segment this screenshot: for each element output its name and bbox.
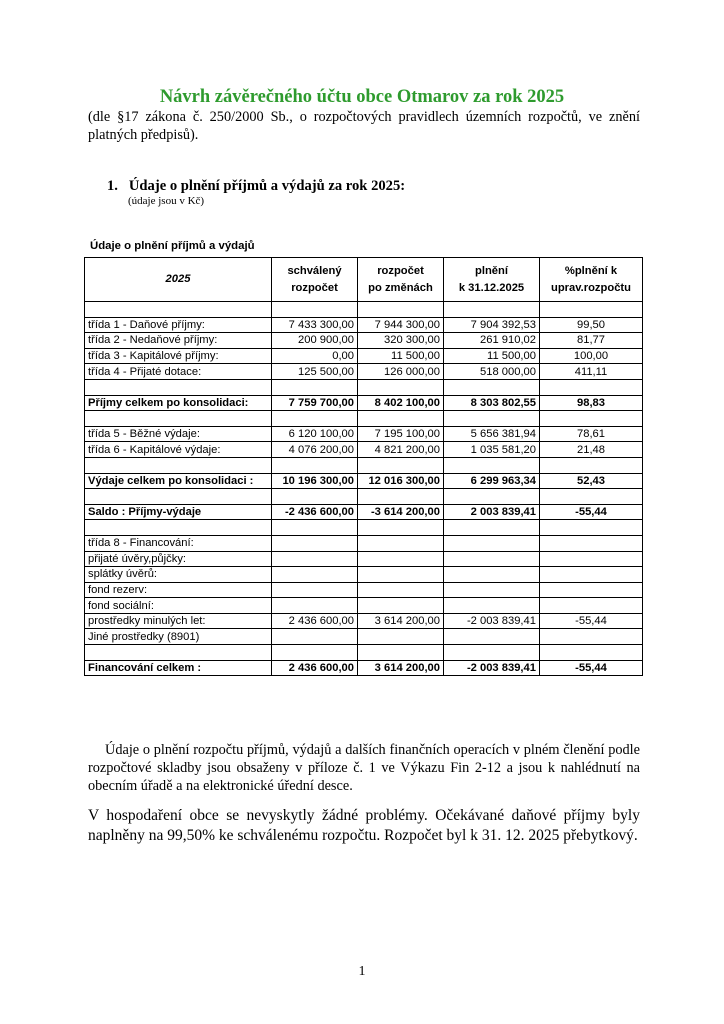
approved-budget-cell: 200 900,00 [272,333,358,349]
adjusted-budget-cell: 320 300,00 [358,333,444,349]
percent-cell [540,457,643,473]
adjusted-budget-cell [358,629,444,645]
percent-cell [540,535,643,551]
table-row [85,520,643,536]
fulfillment-cell [444,520,540,536]
percent-cell [540,379,643,395]
adjusted-budget-cell: 126 000,00 [358,364,444,380]
percent-cell [540,582,643,598]
adjusted-budget-cell: 7 944 300,00 [358,317,444,333]
fulfillment-cell: 11 500,00 [444,348,540,364]
percent-cell: 100,00 [540,348,643,364]
table-row [85,629,643,645]
percent-cell [540,567,643,583]
approved-budget-cell: 7 759 700,00 [272,395,358,411]
approved-budget-cell: 2 436 600,00 [272,613,358,629]
adjusted-budget-cell [358,489,444,505]
approved-budget-cell [272,551,358,567]
row-label: Saldo : Příjmy-výdaje [85,504,272,520]
budget-table [84,257,643,676]
fulfillment-cell [444,535,540,551]
table-row [85,411,643,427]
section-subheading: (údaje jsou v Kč) [128,195,205,207]
paragraph-details: Údaje o plnění rozpočtu příjmů, výdajů a dalších finančních operacích v plném členění podle rozpočtové skladby jsou obsaženy v příloze č. 1 ve Výkazu Fin 2-12 a jsou k nahlédnutí na obecním úřadě a na elektronické úřední desce. [88,742,640,794]
table-row [85,442,643,458]
fulfillment-cell [444,645,540,661]
adjusted-budget-cell [358,551,444,567]
fulfillment-cell [444,411,540,427]
fulfillment-cell: -2 003 839,41 [444,613,540,629]
table-row [85,457,643,473]
row-label: Příjmy celkem po konsolidaci: [85,395,272,411]
table-row [85,426,643,442]
percent-cell: -55,44 [540,613,643,629]
adjusted-budget-cell: 3 614 200,00 [358,613,444,629]
row-label: Jiné prostředky (8901) [85,629,272,645]
header-percent: %plnění k uprav.rozpočtu [540,258,643,302]
row-label: Výdaje celkem po konsolidaci : [85,473,272,489]
row-label: třída 8 - Financování: [85,535,272,551]
percent-cell: 78,61 [540,426,643,442]
approved-budget-cell: 0,00 [272,348,358,364]
table-row [85,613,643,629]
adjusted-budget-cell: 8 402 100,00 [358,395,444,411]
approved-budget-cell [272,520,358,536]
row-label [85,457,272,473]
fulfillment-cell: -2 003 839,41 [444,660,540,676]
adjusted-budget-cell [358,535,444,551]
row-label: třída 3 - Kapitálové příjmy: [85,348,272,364]
table-row [85,379,643,395]
table-row [85,567,643,583]
table-row [85,645,643,661]
fulfillment-cell [444,379,540,395]
page-number: 1 [358,964,366,979]
adjusted-budget-cell [358,302,444,318]
fulfillment-cell: 518 000,00 [444,364,540,380]
table-row [85,489,643,505]
fulfillment-cell: 1 035 581,20 [444,442,540,458]
table-row [85,582,643,598]
approved-budget-cell [272,457,358,473]
row-label: přijaté úvěry,půjčky: [85,551,272,567]
row-label [85,302,272,318]
adjusted-budget-cell [358,411,444,427]
fulfillment-cell: 8 303 802,55 [444,395,540,411]
row-label [85,379,272,395]
table-row [85,535,643,551]
approved-budget-cell: -2 436 600,00 [272,504,358,520]
document-title: Návrh závěrečného účtu obce Otmarov za rok 2025 [159,87,565,107]
percent-cell: 81,77 [540,333,643,349]
fulfillment-cell [444,551,540,567]
row-label [85,411,272,427]
adjusted-budget-cell: 7 195 100,00 [358,426,444,442]
percent-cell: 21,48 [540,442,643,458]
header-adjusted-budget: rozpočet po změnách [358,258,444,302]
row-label [85,489,272,505]
table-body [85,302,643,676]
adjusted-budget-cell: 11 500,00 [358,348,444,364]
adjusted-budget-cell: 12 016 300,00 [358,473,444,489]
percent-cell [540,629,643,645]
row-label [85,520,272,536]
fulfillment-cell: 6 299 963,34 [444,473,540,489]
row-label [85,645,272,661]
row-label: třída 2 - Nedaňové příjmy: [85,333,272,349]
percent-cell: 52,43 [540,473,643,489]
adjusted-budget-cell: 4 821 200,00 [358,442,444,458]
percent-cell [540,598,643,614]
section-heading: 1. Údaje o plnění příjmů a výdajů za rok 2025: [107,178,406,194]
percent-cell [540,302,643,318]
percent-cell: -55,44 [540,504,643,520]
percent-cell [540,489,643,505]
paragraph-summary: V hospodaření obce se nevyskytly žádné problémy. Očekávané daňové příjmy byly naplněny na 99,50% ke schválenému rozpočtu. Rozpočet byl k 31. 12. 2025 přebytkový. [88,807,640,844]
intro-text: (dle §17 zákona č. 250/2000 Sb., o rozpočtových pravidlech územních rozpočtů, ve znění platných předpisů). [88,109,640,143]
row-label: fond sociální: [85,598,272,614]
fulfillment-cell [444,567,540,583]
percent-cell: -55,44 [540,660,643,676]
row-label: fond rezerv: [85,582,272,598]
table-row [85,551,643,567]
approved-budget-cell: 125 500,00 [272,364,358,380]
adjusted-budget-cell [358,379,444,395]
table-row [85,317,643,333]
adjusted-budget-cell: 3 614 200,00 [358,660,444,676]
percent-cell: 99,50 [540,317,643,333]
approved-budget-cell [272,411,358,427]
approved-budget-cell [272,489,358,505]
table-row [85,333,643,349]
percent-cell [540,645,643,661]
row-label: třída 4 - Přijaté dotace: [85,364,272,380]
percent-cell [540,520,643,536]
approved-budget-cell: 10 196 300,00 [272,473,358,489]
table-row [85,395,643,411]
approved-budget-cell [272,379,358,395]
row-label: třída 1 - Daňové příjmy: [85,317,272,333]
fulfillment-cell [444,489,540,505]
approved-budget-cell [272,302,358,318]
adjusted-budget-cell [358,520,444,536]
approved-budget-cell: 7 433 300,00 [272,317,358,333]
table-row [85,473,643,489]
table-row [85,364,643,380]
approved-budget-cell [272,629,358,645]
approved-budget-cell: 4 076 200,00 [272,442,358,458]
row-label: prostředky minulých let: [85,613,272,629]
header-year: 2025 [85,258,272,302]
fulfillment-cell [444,582,540,598]
fulfillment-cell [444,457,540,473]
adjusted-budget-cell: -3 614 200,00 [358,504,444,520]
adjusted-budget-cell [358,457,444,473]
percent-cell [540,411,643,427]
fulfillment-cell: 261 910,02 [444,333,540,349]
fulfillment-cell [444,302,540,318]
approved-budget-cell [272,582,358,598]
fulfillment-cell [444,629,540,645]
fulfillment-cell: 7 904 392,53 [444,317,540,333]
adjusted-budget-cell [358,598,444,614]
fulfillment-cell: 2 003 839,41 [444,504,540,520]
table-header-row [85,258,643,302]
row-label: splátky úvěrů: [85,567,272,583]
approved-budget-cell [272,535,358,551]
approved-budget-cell [272,645,358,661]
table-row [85,598,643,614]
table-row [85,348,643,364]
table-row [85,302,643,318]
adjusted-budget-cell [358,645,444,661]
adjusted-budget-cell [358,567,444,583]
adjusted-budget-cell [358,582,444,598]
percent-cell: 98,83 [540,395,643,411]
fulfillment-cell: 5 656 381,94 [444,426,540,442]
percent-cell: 411,11 [540,364,643,380]
approved-budget-cell: 2 436 600,00 [272,660,358,676]
header-approved-budget: schválený rozpočet [272,258,358,302]
row-label: Financování celkem : [85,660,272,676]
approved-budget-cell [272,567,358,583]
fulfillment-cell [444,598,540,614]
table-row [85,660,643,676]
approved-budget-cell: 6 120 100,00 [272,426,358,442]
row-label: třída 5 - Běžné výdaje: [85,426,272,442]
table-row [85,504,643,520]
table-caption: Údaje o plnění příjmů a výdajů [90,240,255,252]
approved-budget-cell [272,598,358,614]
header-fulfillment: plnění k 31.12.2025 [444,258,540,302]
percent-cell [540,551,643,567]
row-label: třída 6 - Kapitálové výdaje: [85,442,272,458]
